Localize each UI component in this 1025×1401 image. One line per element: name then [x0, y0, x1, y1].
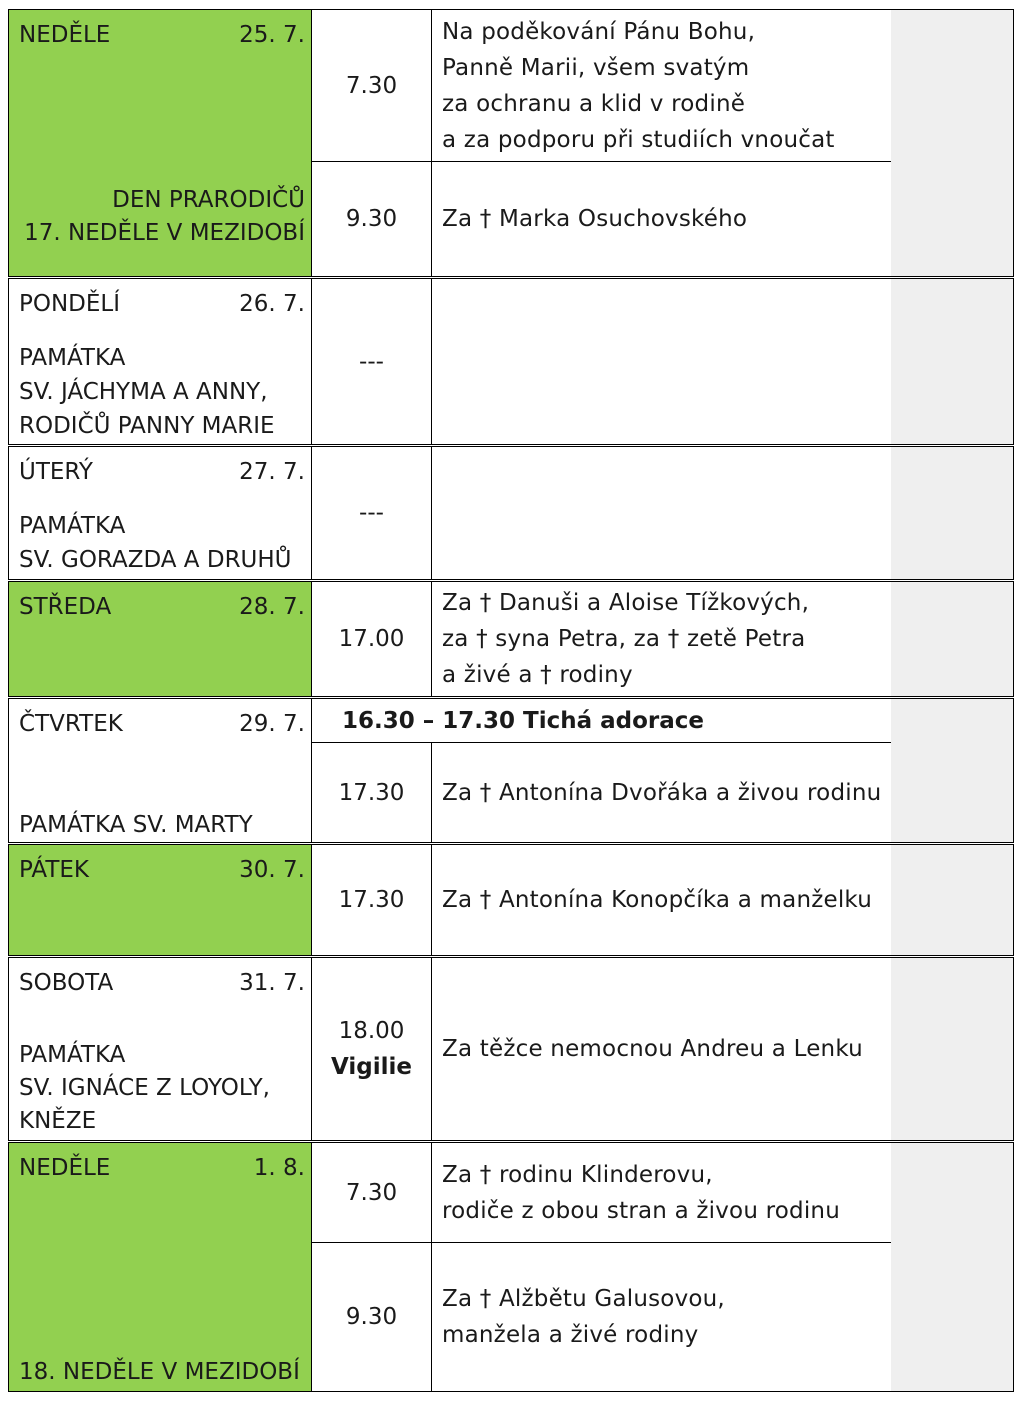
day-date: 28. 7.: [239, 594, 305, 620]
day-row-saturday-31-7: [8, 957, 1014, 1141]
feast-line: PAMÁTKA SV. MARTY: [19, 812, 253, 838]
mass-time: 18.00 Vigilie: [312, 958, 432, 1140]
mass-intention: Za † Danuši a Aloise Tížkových, za † syna Petra, za † zetě Petra a živé a † rodiny: [432, 582, 892, 696]
day-date: 31. 7.: [239, 970, 305, 996]
mass-intention: Za † rodinu Klinderovu, rodiče z obou stran a živou rodinu: [432, 1143, 892, 1242]
feast-line: SV. GORAZDA A DRUHŮ: [19, 547, 292, 573]
mass-time: 7.30: [312, 1143, 432, 1242]
day-name: NEDĚLE: [19, 22, 111, 48]
day-cell: [9, 845, 312, 955]
mass-intention: Za těžce nemocnou Andreu a Lenku: [432, 958, 892, 1140]
day-cell: [9, 699, 312, 842]
mass-intention: [432, 279, 892, 444]
feast-line: SV. JÁCHYMA A ANNY,: [19, 379, 268, 405]
feast-line: SV. IGNÁCE Z LOYOLY,: [19, 1075, 270, 1101]
feast-line: 17. NEDĚLE V MEZIDOBÍ: [24, 220, 305, 246]
day-row-thursday-29-7: [8, 698, 1014, 843]
mass-time: 17.00: [312, 582, 432, 696]
notes-column: [891, 582, 1013, 696]
notes-column: [891, 958, 1013, 1140]
feast-line: RODIČŮ PANNY MARIE: [19, 413, 275, 439]
day-date: 1. 8.: [253, 1155, 305, 1181]
day-cell: [9, 10, 312, 276]
day-row-tuesday-27-7: [8, 446, 1014, 580]
day-name: PÁTEK: [19, 857, 90, 883]
day-name: ČTVRTEK: [19, 711, 123, 737]
notes-column: [891, 1143, 1013, 1391]
day-cell: [9, 1143, 312, 1391]
day-date: 29. 7.: [239, 711, 305, 737]
day-name: PONDĚLÍ: [19, 291, 121, 317]
notes-column: [891, 699, 1013, 842]
day-row-monday-26-7: [8, 278, 1014, 445]
mass-time: ---: [312, 279, 432, 444]
mass-time: 17.30: [312, 845, 432, 955]
day-name: SOBOTA: [19, 970, 114, 996]
notes-column: [891, 845, 1013, 955]
day-cell: [9, 582, 312, 696]
day-row-wednesday-28-7: [8, 581, 1014, 697]
mass-intention: [432, 447, 892, 579]
day-date: 30. 7.: [239, 857, 305, 883]
mass-time: 7.30: [312, 10, 432, 161]
day-row-sunday-25-7: [8, 9, 1014, 277]
feast-line: KNĚZE: [19, 1108, 97, 1134]
mass-intention: Za † Antonína Konopčíka a manželku: [432, 845, 892, 955]
notes-column: [891, 279, 1013, 444]
vigil-note: Vigilie: [331, 1054, 412, 1080]
mass-schedule-table: [8, 9, 1014, 1392]
day-cell: [9, 279, 312, 444]
feast-line: PAMÁTKA: [19, 1042, 126, 1068]
mass-time: 9.30: [312, 1243, 432, 1391]
mass-intention: Za † Alžbětu Galusovou, manžela a živé rodiny: [432, 1243, 892, 1391]
day-name: NEDĚLE: [19, 1155, 111, 1181]
adoration-note: 16.30 – 17.30 Tichá adorace: [312, 699, 892, 743]
day-name: ÚTERÝ: [19, 459, 93, 485]
feast-line: DEN PRARODIČŮ: [112, 187, 305, 213]
day-cell: [9, 958, 312, 1140]
day-date: 27. 7.: [239, 459, 305, 485]
mass-intention: Za † Marka Osuchovského: [432, 162, 892, 276]
mass-time: 9.30: [312, 162, 432, 276]
feast-line: PAMÁTKA: [19, 513, 126, 539]
mass-intention: Za † Antonína Dvořáka a živou rodinu: [432, 743, 892, 842]
day-row-friday-30-7: [8, 844, 1014, 956]
mass-intention: Na poděkování Pánu Bohu, Panně Marii, všem svatým za ochranu a klid v rodině a za podporu při studiích vnoučat: [432, 10, 892, 161]
day-name: STŘEDA: [19, 594, 112, 620]
day-date: 25. 7.: [239, 22, 305, 48]
day-date: 26. 7.: [239, 291, 305, 317]
notes-column: [891, 447, 1013, 579]
mass-time: ---: [312, 447, 432, 579]
feast-line: PAMÁTKA: [19, 345, 126, 371]
mass-time: 17.30: [312, 743, 432, 842]
day-cell: [9, 447, 312, 579]
feast-line: 18. NEDĚLE V MEZIDOBÍ: [19, 1359, 300, 1385]
day-row-sunday-1-8: [8, 1142, 1014, 1392]
notes-column: [891, 10, 1013, 276]
